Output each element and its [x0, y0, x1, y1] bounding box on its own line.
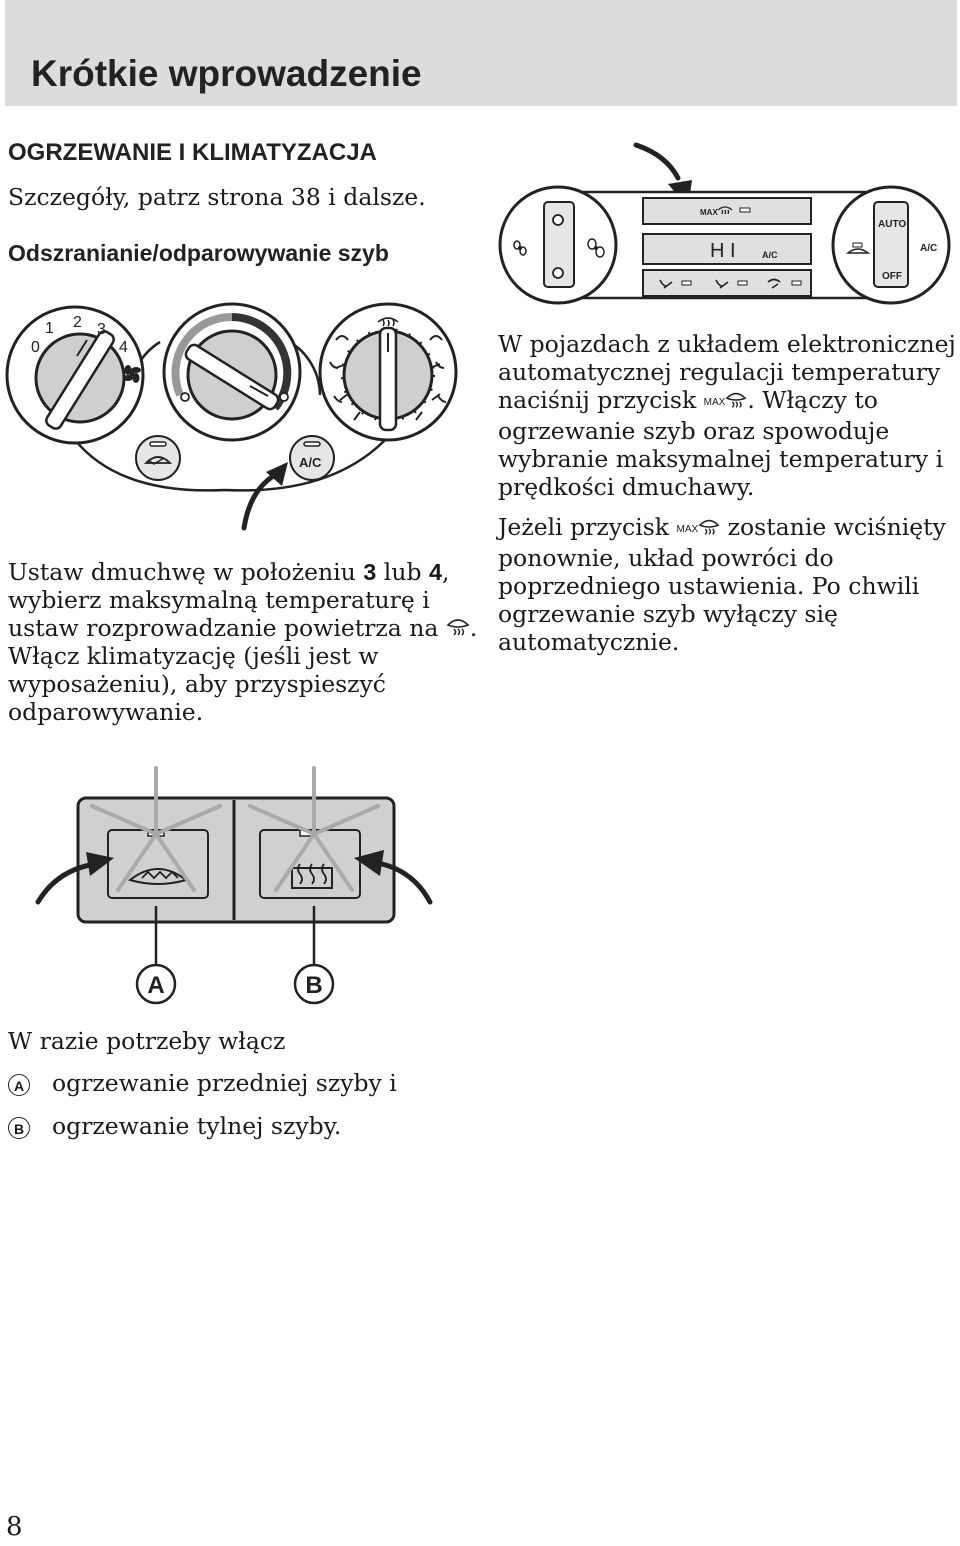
manual-line-5: wyposażeniu), aby przyspieszyć — [8, 670, 386, 698]
auto-line-1: W pojazdach z układem elektronicznej — [498, 330, 956, 358]
page-title: Krótkie wprowadzenie — [31, 53, 422, 94]
callout-a-label: A — [147, 972, 165, 999]
fan-speed-4: 4 — [119, 339, 128, 356]
letter-a-badge: A — [8, 1074, 30, 1096]
windscreen-defrost-icon — [725, 389, 747, 411]
pointer-arrow — [244, 462, 288, 528]
manual-line-2: wybierz maksymalną temperaturę i — [8, 586, 430, 614]
fan-speed-3: 3 — [97, 321, 106, 338]
auto-ac-label: A/C — [920, 243, 938, 254]
max-label: MAX — [700, 208, 718, 217]
letter-b-badge: B — [8, 1117, 30, 1139]
auto-control — [833, 187, 949, 303]
display-value: H I — [710, 240, 736, 262]
windscreen-defrost-icon — [446, 615, 470, 639]
bottom-item-a — [8, 1069, 397, 1097]
bottom-item-b — [8, 1112, 341, 1140]
heated-screen-switches-illustration — [30, 760, 440, 1010]
max-inline-label: MAX — [676, 524, 699, 535]
manual-instructions — [8, 558, 477, 726]
temperature-knob — [164, 304, 300, 440]
manual-line-1: Ustaw dmuchwę w położeniu 3 lub 4, — [8, 558, 450, 586]
auto-line-6: prędkości dmuchawy. — [498, 473, 755, 501]
auto-line-10: ogrzewanie szyb wyłączy się — [498, 600, 838, 628]
fan-knob — [7, 307, 143, 443]
defrost-heading: Odszranianie/odparowywanie szyb — [8, 240, 389, 266]
windscreen-defrost-icon — [698, 516, 720, 538]
automatic-climate-panel-illustration — [496, 140, 956, 310]
auto-line-5: wybranie maksymalnej temperatury i — [498, 445, 944, 473]
page-number: 8 — [6, 1512, 23, 1542]
off-label: OFF — [882, 271, 902, 282]
fan-control — [500, 187, 616, 303]
display-ac-label: A/C — [762, 250, 778, 260]
auto-line-8: ponownie, układ powróci do — [498, 544, 834, 572]
auto-line-11: automatycznie. — [498, 628, 680, 656]
bottom-intro: W razie potrzeby włącz — [8, 1027, 286, 1055]
auto-line-3: naciśnij przycisk MAX . Włączy to — [498, 386, 878, 414]
ac-button — [290, 436, 334, 480]
auto-line-9: poprzedniego ustawienia. Po chwili — [498, 572, 920, 600]
auto-line-7: Jeżeli przycisk MAX zostanie wciśnięty — [498, 513, 946, 541]
fan-speed-0: 0 — [31, 339, 40, 356]
section-title: OGRZEWANIE I KLIMATYZACJA — [8, 139, 377, 166]
max-defrost-button — [643, 198, 811, 224]
auto-instructions — [498, 330, 956, 656]
auto-label: AUTO — [878, 219, 907, 230]
manual-climate-panel-illustration — [0, 300, 470, 540]
bottom-item-a-text: ogrzewanie przedniej szyby i — [52, 1069, 397, 1097]
recirculation-button — [136, 436, 180, 480]
section-reference: Szczegóły, patrz strona 38 i dalsze. — [8, 183, 426, 211]
bottom-item-b-text: ogrzewanie tylnej szyby. — [52, 1112, 342, 1140]
callout-b-label: B — [305, 972, 323, 999]
ac-label: A/C — [299, 455, 322, 470]
manual-line-6: odparowywanie. — [8, 698, 204, 726]
manual-line-3: ustaw rozprowadzanie powietrza na . — [8, 614, 478, 642]
fan-speed-2: 2 — [73, 314, 82, 331]
max-inline-label: MAX — [703, 397, 726, 408]
air-distribution-knob — [320, 304, 456, 440]
fan-setting-4: 4 — [428, 559, 443, 585]
auto-line-4: ogrzewanie szyb oraz spowoduje — [498, 417, 890, 445]
header-band — [5, 0, 957, 106]
manual-line-4: Włącz klimatyzację (jeśli jest w — [8, 642, 379, 670]
fan-setting-3: 3 — [363, 559, 377, 585]
auto-line-2: automatycznej regulacji temperatury — [498, 358, 941, 386]
fan-speed-1: 1 — [45, 320, 54, 337]
